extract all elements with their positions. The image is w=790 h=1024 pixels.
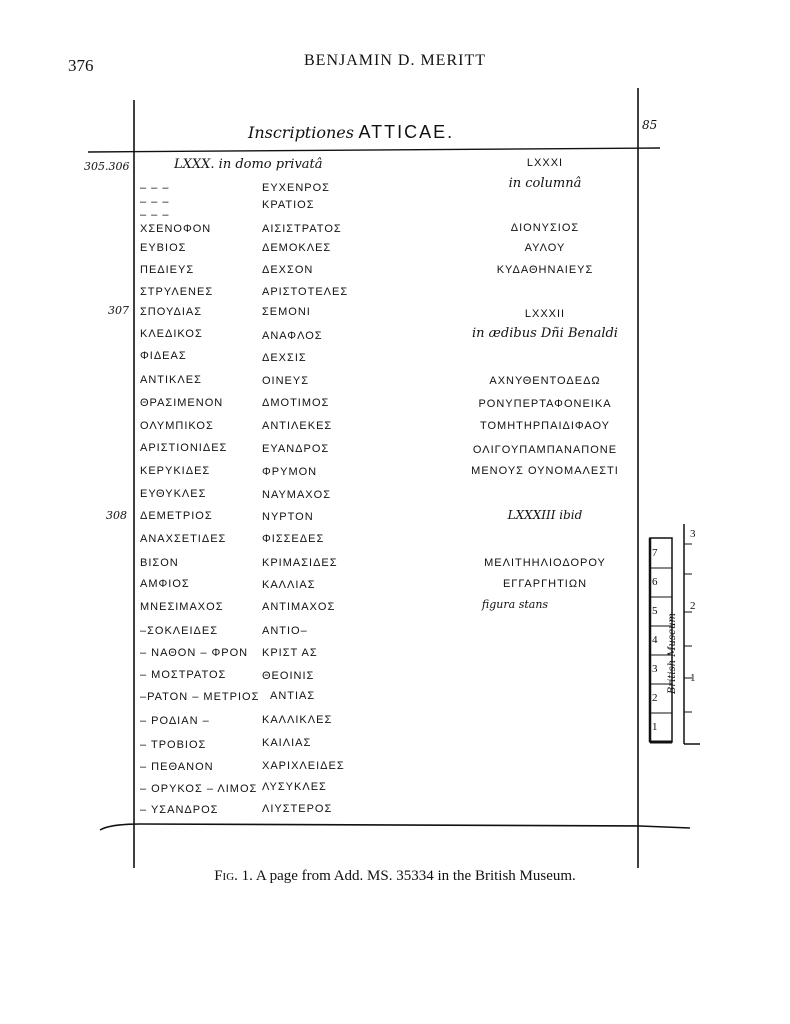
col2-line: ΧΑΡΙΧΛΕΙΔΕΣ xyxy=(262,760,345,772)
col2-line: ΑΝΤΙΟ– xyxy=(262,625,308,637)
col3-line: ΜΕΝΟΥΣ ΟΥΝΟΜΑΛΕΣΤΙ xyxy=(471,465,619,477)
ruler-number: 6 xyxy=(652,576,658,588)
col1-line: ΕΥΒΙΟΣ xyxy=(140,242,187,254)
ruler-number: 7 xyxy=(652,547,658,559)
col3-line: in columnâ xyxy=(508,176,582,191)
col1-line: ΠΕΔΙΕΥΣ xyxy=(140,264,195,276)
col2-line: ΦΙΣΣΕΔΕΣ xyxy=(262,533,325,545)
col3-line: LXXXII xyxy=(524,308,566,320)
running-head: BENJAMIN D. MERITT xyxy=(304,52,486,69)
ruler-number: 3 xyxy=(652,663,658,675)
col1-line: – ΠΕΘΑΝΟΝ xyxy=(140,761,214,773)
col2-line: ΚΡΙΜΑΣΙΔΕΣ xyxy=(262,557,338,569)
figure-caption xyxy=(0,868,790,885)
col1-line: ΑΜΦΙΟΣ xyxy=(140,578,190,590)
col2-line: ΔΜΟΤΙΜΟΣ xyxy=(262,397,330,409)
col1-line: ΑΝΤΙΚΛΕΣ xyxy=(140,374,202,386)
col3-line: ΕΓΓΑΡΓΗΤΙΩΝ xyxy=(502,578,588,590)
title-italic: Inscriptiones xyxy=(248,123,354,142)
col3-line: LXXXIII ibid xyxy=(507,508,583,522)
col1-line: ΣΠΟΥΔΙΑΣ xyxy=(140,306,203,318)
col2-line: ΚΡΙΣΤ ΑΣ xyxy=(262,647,318,659)
col2-line: ΘΕΟΙΝΙΣ xyxy=(262,670,315,682)
col1-line: – ΤΡΟΒΙΟΣ xyxy=(140,739,207,751)
manuscript-title xyxy=(248,122,454,143)
col2-line: ΑΝΤΙΑΣ xyxy=(270,690,316,702)
col2-line: ΚΑΛΛΙΚΛΕΣ xyxy=(262,714,333,726)
margin-number: 305.306 xyxy=(84,160,130,173)
col3-line: LXXXI xyxy=(526,157,564,169)
col2-line: ΔΕΜΟΚΛΕΣ xyxy=(262,242,332,254)
figure-label: Fig. 1. xyxy=(214,868,253,884)
col1-line: ΒΙΣΟΝ xyxy=(140,557,179,569)
col2-line: ΑΝΤΙΜΑΧΟΣ xyxy=(262,601,336,613)
col2-line: ΔΕΧΣΙΣ xyxy=(262,352,307,364)
col3-line: ΡΟΝΥΠΕΡΤΑΦΟΝΕΙΚΑ xyxy=(478,398,612,410)
col2-line: ΚΑΛΛΙΑΣ xyxy=(262,579,316,591)
col2-line: ΛΙΥΣΤΕΡΟΣ xyxy=(262,803,333,815)
col2-line: ΔΕΧΣΟΝ xyxy=(262,264,314,276)
col1-heading: LXXX. in domo privatâ xyxy=(174,157,323,172)
col1-line: – – – xyxy=(140,182,170,194)
col1-line: ΑΡΙΣΤΙΟΝΙΔΕΣ xyxy=(140,442,228,454)
col2-line: ΕΥΧΕΝΡΟΣ xyxy=(262,182,330,194)
col2-line: ΛΥΣΥΚΛΕΣ xyxy=(262,781,327,793)
folio-number: 85 xyxy=(642,118,658,132)
col2-line: ΑΝΑΦΛΟΣ xyxy=(262,330,323,342)
ruler-number: 1 xyxy=(652,721,658,733)
col1-line: ΘΡΑΣΙΜΕΝΟΝ xyxy=(140,397,224,409)
page-number: 376 xyxy=(68,56,94,75)
col3-line: ΔΙΟΝΥΣΙΟΣ xyxy=(510,222,580,234)
col1-line: – ΥΣΑΝΔΡΟΣ xyxy=(140,804,219,816)
col3-line: ΚΥΔΑΘΗΝΑΙΕΥΣ xyxy=(496,264,594,276)
col1-line: –ΣΟΚΛΕΙΔΕΣ xyxy=(140,625,219,637)
col2-line: ΦΡΥΜΟΝ xyxy=(262,466,318,478)
col1-line: ΟΛΥΜΠΙΚΟΣ xyxy=(140,420,214,432)
margin-number: 307 xyxy=(108,304,129,317)
col2-line: ΝΑΥΜΑΧΟΣ xyxy=(262,489,331,501)
col1-line: – ΜΟΣΤΡΑΤΟΣ xyxy=(140,669,227,681)
col3-line: ΤΟΜΗΤΗΡΠΑΙΔΙΦΑΟΥ xyxy=(479,420,611,432)
col3-line: figura stans xyxy=(481,598,549,611)
col2-line: ΟΙΝΕΥΣ xyxy=(262,375,310,387)
col3-line: in ædibus Dñi Benaldi xyxy=(472,326,618,341)
header-rule xyxy=(88,148,660,152)
col1-line: ΦΙΔΕΑΣ xyxy=(140,350,187,362)
col1-line: – – – xyxy=(140,209,170,221)
col1-line: – ΝΑΘΟΝ – ΦΡΟΝ xyxy=(140,647,249,659)
col2-line: ΚΑΙΛΙΑΣ xyxy=(262,737,312,749)
col2-line: ΑΡΙΣΤΟΤΕΛΕΣ xyxy=(262,286,349,298)
col1-line: ΜΝΕΣΙΜΑΧΟΣ xyxy=(140,601,224,613)
ruler2-number: 3 xyxy=(690,528,696,540)
col1-line: –ΡΑΤΟΝ – ΜΕΤΡΙΟΣ xyxy=(140,691,260,703)
ruler-number: 5 xyxy=(652,605,658,617)
col1-line: ΣΤΡΥΛΕΝΕΣ xyxy=(140,286,214,298)
col1-line: ΔΕΜΕΤΡΙΟΣ xyxy=(140,510,213,522)
col2-line: ΣΕΜΟΝΙ xyxy=(262,306,311,318)
col1-line: ΧΣΕΝΟΦΟΝ xyxy=(140,223,212,235)
col1-line: – ΡΟΔΙΑΝ – xyxy=(140,715,210,727)
col1-line: ΕΥΘΥΚΛΕΣ xyxy=(140,488,207,500)
col3-line: ΑΧΝΥΘΕΝΤΟΔΕΔΩ xyxy=(489,375,601,387)
col1-line: – ΟΡΥΚΟΣ – ΛΙΜΟΣ xyxy=(140,783,258,795)
col2-line: ΕΥΑΝΔΡΟΣ xyxy=(262,443,330,455)
ruler-label: British Museum xyxy=(666,613,678,694)
col1-line: ΑΝΑΧΣΕΤΙΔΕΣ xyxy=(140,533,227,545)
ruler2-number: 2 xyxy=(690,600,696,612)
col2-line: ΑΝΤΙΛΕΚΕΣ xyxy=(262,420,333,432)
col1-line: ΚΕΡΥΚΙΔΕΣ xyxy=(140,465,211,477)
col2-line: ΝΥΡΤΟΝ xyxy=(262,511,314,523)
col1-line: – – – xyxy=(140,196,170,208)
margin-number: 308 xyxy=(106,509,127,522)
col2-line: ΚΡΑΤΙΟΣ xyxy=(262,199,315,211)
col3-line: ΑΥΛΟΥ xyxy=(524,242,566,254)
footer-rule xyxy=(100,824,690,830)
col3-line: ΟΛΙΓΟΥΠΑΜΠΑΝΑΠΟΝΕ xyxy=(472,444,618,456)
col2-line: ΑΙΣΙΣΤΡΑΤΟΣ xyxy=(262,223,342,235)
title-caps: ATTICAE. xyxy=(358,122,455,142)
ruler2-number: 1 xyxy=(690,672,696,684)
ruler-number: 2 xyxy=(652,692,658,704)
caption-text: A page from Add. MS. 35334 in the British Museum. xyxy=(252,868,576,884)
col1-line: ΚΛΕΔΙΚΟΣ xyxy=(140,328,203,340)
ruler-number: 4 xyxy=(652,634,658,646)
col3-line: ΜΕΛΙΤΗΗΛΙΟΔΟΡΟΥ xyxy=(484,557,606,569)
